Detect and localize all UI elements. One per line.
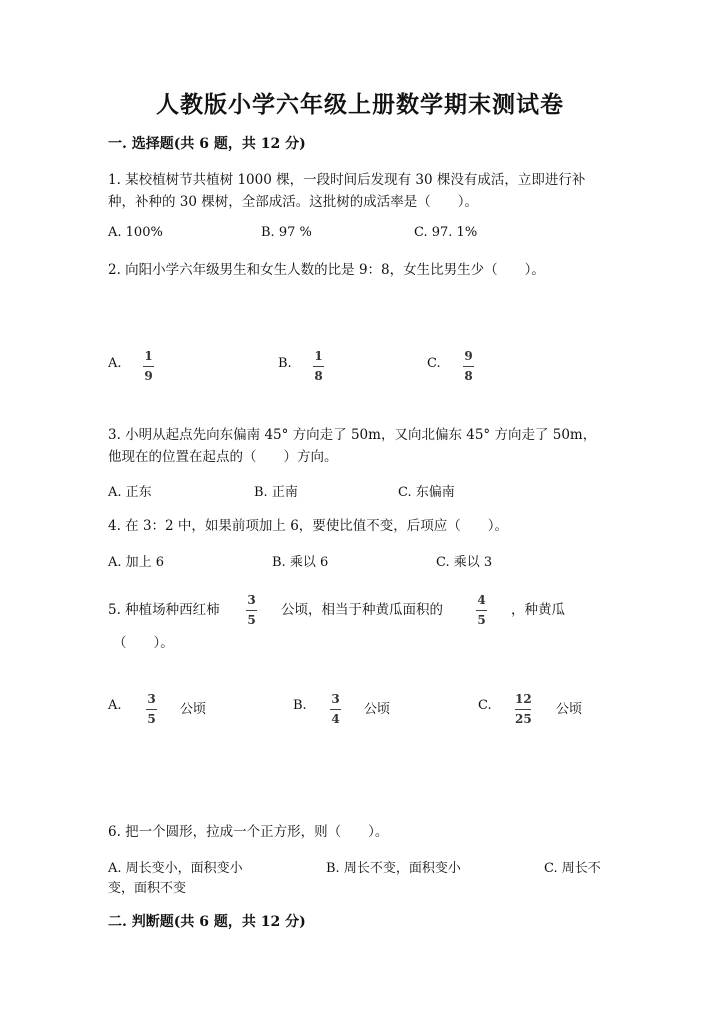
question-3-option-a: A. 正东 xyxy=(108,485,152,500)
fraction-bar xyxy=(143,366,154,367)
question-5-option-b-unit: 公顷 xyxy=(364,702,391,717)
question-5-fraction-1 xyxy=(246,594,257,627)
fraction-numerator: 4 xyxy=(477,593,486,607)
fraction-numerator: 3 xyxy=(147,692,156,706)
question-6-option-c: C. 周长不 xyxy=(544,861,601,876)
fraction-denominator: 25 xyxy=(515,712,532,726)
fraction-denominator: 5 xyxy=(247,613,256,627)
fraction-numerator: 1 xyxy=(144,349,153,363)
question-5-option-c-label: C. xyxy=(478,698,492,713)
fraction-numerator: 9 xyxy=(464,349,473,363)
question-5-option-a-label: A. xyxy=(108,698,122,713)
question-2-option-a-fraction xyxy=(143,350,154,383)
question-5-text-part-2: 公顷，相当于种黄瓜面积的 xyxy=(281,602,443,618)
question-1-line-1: 1. 某校植树节共植树 1000 棵，一段时间后发现有 30 棵没有成活，立即进行补 xyxy=(108,172,586,188)
question-5-option-a-unit: 公顷 xyxy=(180,702,207,717)
question-5-line-2: （ ）。 xyxy=(113,635,174,651)
fraction-bar xyxy=(146,709,157,710)
fraction-denominator: 5 xyxy=(147,712,156,726)
fraction-numerator: 3 xyxy=(247,593,256,607)
fraction-bar xyxy=(246,610,257,611)
fraction-bar xyxy=(313,366,324,367)
question-2-option-b-label: B. xyxy=(278,356,292,371)
page-title: 人教版小学六年级上册数学期末测试卷 xyxy=(156,91,564,118)
question-3-option-b: B. 正南 xyxy=(254,485,298,500)
question-5-option-c-fraction xyxy=(515,693,532,726)
question-2-option-c-label: C. xyxy=(427,356,441,371)
question-6-option-b: B. 周长不变，面积变小 xyxy=(326,861,461,876)
fraction-bar xyxy=(463,366,474,367)
question-5-option-b-fraction xyxy=(330,693,341,726)
question-6-option-a: A. 周长变小，面积变小 xyxy=(108,861,243,876)
question-4-option-a: A. 加上 6 xyxy=(108,555,165,570)
fraction-bar xyxy=(515,709,531,710)
question-3-line-1: 3. 小明从起点先向东偏南 45° 方向走了 50m，又向北偏东 45° 方向走了 50m， xyxy=(108,427,597,443)
question-5-text-part-1: 5. 种植场种西红柿 xyxy=(108,602,220,618)
fraction-denominator: 5 xyxy=(477,613,486,627)
section-heading-choice: 一. 选择题(共 6 题，共 12 分) xyxy=(108,136,306,152)
fraction-numerator: 1 xyxy=(314,349,323,363)
question-1-option-b: B. 97 % xyxy=(261,225,312,240)
question-4-option-c: C. 乘以 3 xyxy=(436,555,493,570)
fraction-bar xyxy=(330,709,341,710)
question-6-option-c-wrap: 变，面积不变 xyxy=(108,881,187,896)
fraction-bar xyxy=(476,610,487,611)
section-heading-judgement: 二. 判断题(共 6 题，共 12 分) xyxy=(108,914,306,930)
question-1-line-2: 种，补种的 30 棵树，全部成活。这批树的成活率是（ ）。 xyxy=(108,194,479,210)
question-5-option-a-fraction xyxy=(146,693,157,726)
fraction-denominator: 8 xyxy=(314,369,323,383)
fraction-numerator: 12 xyxy=(515,692,532,706)
question-5-text-part-3: ，种黄瓜 xyxy=(511,602,565,618)
question-1-option-c: C. 97. 1% xyxy=(414,225,478,240)
question-2-option-b-fraction xyxy=(313,350,324,383)
question-2-text: 2. 向阳小学六年级男生和女生人数的比是 9：8，女生比男生少（ ）。 xyxy=(108,262,545,278)
question-5-option-c-unit: 公顷 xyxy=(556,702,583,717)
fraction-denominator: 8 xyxy=(464,369,473,383)
question-4-text: 4. 在 3：2 中，如果前项加上 6，要使比值不变，后项应（ ）。 xyxy=(108,518,509,534)
question-6-text: 6. 把一个圆形，拉成一个正方形，则（ ）。 xyxy=(108,824,389,840)
question-2-option-c-fraction xyxy=(463,350,474,383)
question-3-line-2: 他现在的位置在起点的（ ）方向。 xyxy=(108,449,338,465)
fraction-numerator: 3 xyxy=(331,692,340,706)
question-1-option-a: A. 100% xyxy=(108,225,163,240)
question-5-option-b-label: B. xyxy=(293,698,307,713)
fraction-denominator: 9 xyxy=(144,369,153,383)
question-4-option-b: B. 乘以 6 xyxy=(272,555,329,570)
question-5-fraction-2 xyxy=(476,594,487,627)
question-3-option-c: C. 东偏南 xyxy=(398,485,455,500)
question-2-option-a-label: A. xyxy=(108,356,122,371)
fraction-denominator: 4 xyxy=(331,712,340,726)
